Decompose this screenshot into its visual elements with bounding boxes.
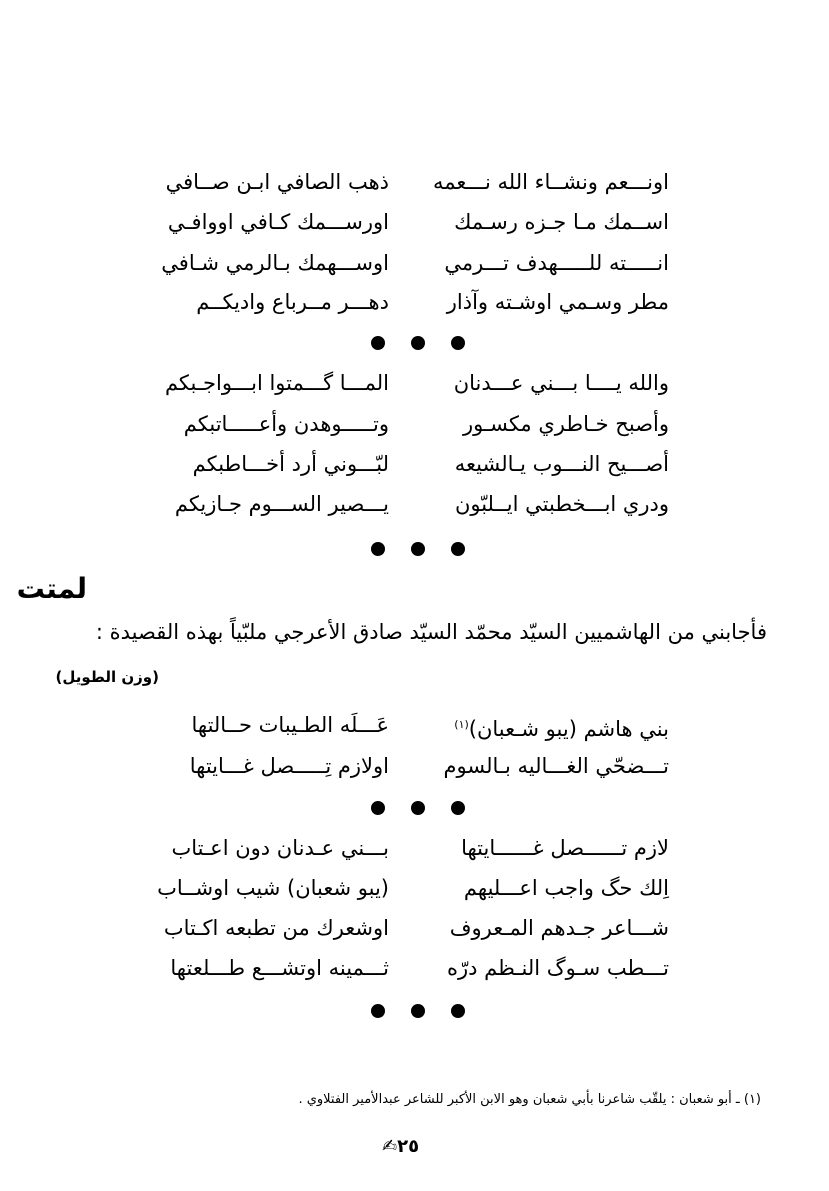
verse-line <box>0 164 829 200</box>
verse-left-hemistich: دهـــر مــرباع واديكــم <box>196 290 389 314</box>
verse-right-hemistich: انـــــته للـــــهدف تـــرمي <box>444 251 669 275</box>
verse-left-hemistich: اورســـمك كـافي اووافـي <box>167 210 389 234</box>
verse-right-hemistich: تـــطب سـوگ النـظم درّه <box>447 956 669 980</box>
verse-right-hemistich <box>454 707 669 747</box>
verse-right-hemistich: تـــضحّي الغـــاليه بـالسوم <box>443 754 669 778</box>
verse-line <box>0 707 829 743</box>
section-divider-dots <box>0 801 829 821</box>
footnote-reference[interactable]: (١) <box>454 718 469 731</box>
verse-right-hemistich: اِلك حگ واجب اعـــليهم <box>463 876 669 900</box>
verse-line <box>0 365 829 401</box>
section-heading: لمتت <box>16 572 87 605</box>
verse-left-hemistich: (يبو شعبان) شيب اوشــاب <box>157 876 389 900</box>
section-divider-dots <box>0 542 829 562</box>
verse-left-hemistich: وتـــــوهدن وأعـــــاتبكم <box>183 412 389 436</box>
verse-right-hemistich: أصـــيح النـــوب يـالشيعه <box>454 452 669 476</box>
verse-line <box>0 406 829 442</box>
intro-paragraph: فأجابني من الهاشميين السيّد محمّد السيّد صادق الأعرجي ملبّياً بهذه القصيدة : <box>95 620 767 644</box>
verse-right-hemistich: شـــاعر جـدهم المـعروف <box>449 916 669 940</box>
verse-left-hemistich: المـــا گـــمتوا ابـــواجـبكم <box>164 371 389 395</box>
meter-label: (وزن الطويل) <box>55 668 159 686</box>
verse-left-hemistich: لبّـــوني أرد أخـــاطبكم <box>192 452 389 476</box>
verse-line <box>0 870 829 906</box>
verse-left-hemistich: عَـــلَه الطـيبات حــالتها <box>191 713 389 737</box>
verse-left-hemistich: اوشعرك من تطبعه اكـتاب <box>163 916 389 940</box>
verse-text: بني هاشم (يبو شـعبان) <box>468 717 669 741</box>
verse-line <box>0 830 829 866</box>
verse-line <box>0 446 829 482</box>
pen-icon: ✍ <box>382 1136 398 1157</box>
verse-left-hemistich: اولازم تِـــــصل غـــايتها <box>189 754 389 778</box>
section-divider-dots <box>0 336 829 356</box>
verse-right-hemistich: والله يــــا بـــني عـــدنان <box>453 371 669 395</box>
verse-left-hemistich: يـــصير الســـوم جـازيكم <box>174 492 389 516</box>
verse-line <box>0 910 829 946</box>
verse-right-hemistich: مطر وسـمي اوشـته وآذار <box>446 290 669 314</box>
section-divider-dots <box>0 1004 829 1024</box>
verse-left-hemistich: اوســـهمك بـالرمي شـافي <box>161 251 389 275</box>
page-number <box>382 1136 419 1157</box>
verse-line <box>0 748 829 784</box>
verse-left-hemistich: ثـــمينه اوتشـــع طـــلعتها <box>170 956 389 980</box>
verse-left-hemistich: بـــني عـدنان دون اعـتاب <box>171 836 389 860</box>
verse-right-hemistich: وأصبح خـاطري مكسـور <box>462 412 669 436</box>
verse-line <box>0 204 829 240</box>
verse-line <box>0 486 829 522</box>
verse-right-hemistich: ودري ابـــخطبتي ايــلبّون <box>454 492 669 516</box>
verse-line <box>0 950 829 986</box>
verse-right-hemistich: اســمك مـا جـزه رسـمك <box>454 210 669 234</box>
verse-right-hemistich: اونـــعم ونشــاء الله نـــعمه <box>433 170 669 194</box>
verse-right-hemistich: لازم تــــــصل غــــــايتها <box>461 836 669 860</box>
verse-line <box>0 284 829 320</box>
verse-left-hemistich: ذهب الصافي ابـن صــافي <box>165 170 389 194</box>
footnote: (١) ـ أبو شعبان : يلقّب شاعرنا بأبي شعبان وهو الابن الأكبر للشاعر عبدالأمير الفتلاوي . <box>298 1092 761 1107</box>
verse-line <box>0 245 829 281</box>
page-number-text: ٢٥ <box>397 1136 420 1157</box>
